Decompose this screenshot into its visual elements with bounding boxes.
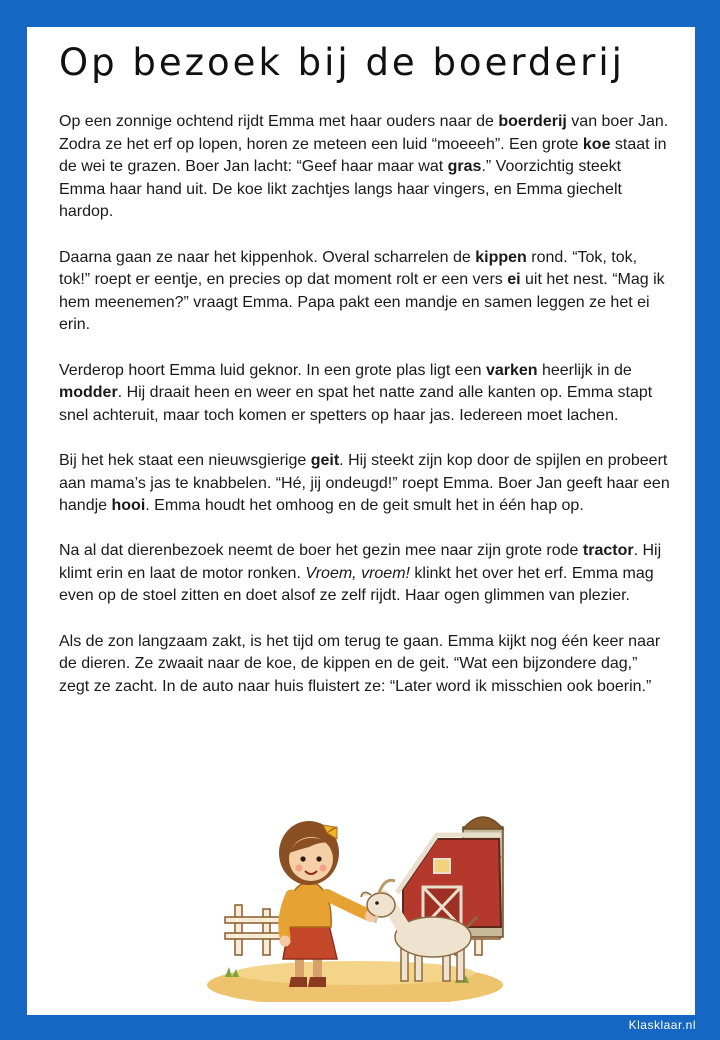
site-credit: Klasklaar.nl bbox=[628, 1018, 696, 1032]
keyword: ei bbox=[507, 271, 521, 289]
text-run: klinkt het over het erf. Emma mag even op de stoel zitten en doet alsof ze zelf rijdt. Haar ogen glimmen van plezier. bbox=[59, 564, 654, 605]
keyword: modder bbox=[59, 384, 118, 402]
text-run: Verderop hoort Emma luid geknor. In een grote plas ligt een bbox=[59, 361, 486, 379]
keyword: geit bbox=[310, 451, 340, 469]
text-run: heerlijk in de bbox=[537, 361, 632, 379]
text-run: Als de zon langzaam zakt, is het tijd om terug te gaan. Emma kijkt nog één keer naar de dieren. Ze zwaait naar de koe, de kippen en de geit. “Wat een bijzondere dag,” zegt ze zacht. In de auto naar huis fluistert ze: “Later word ik misschien ook boerin.” bbox=[59, 632, 661, 695]
story-paragraph bbox=[59, 631, 671, 699]
keyword: boerderij bbox=[498, 113, 567, 130]
keyword: varken bbox=[485, 361, 538, 379]
story-paragraph bbox=[59, 111, 671, 224]
worksheet bbox=[27, 27, 695, 1015]
keyword: tractor bbox=[582, 542, 634, 560]
emphasis-text: Vroem, vroem! bbox=[305, 564, 410, 582]
page-title: Op bezoek bij de boerderij bbox=[59, 41, 625, 84]
keyword: koe bbox=[582, 135, 611, 153]
text-run: Op een zonnige ochtend rijdt Emma met haar ouders naar de bbox=[59, 113, 499, 130]
text-run: .” Voorzichtig steekt Emma haar hand uit. De koe likt zachtjes langs haar vingers, en Emma giechelt hardop. bbox=[59, 158, 622, 221]
text-run: van boer Jan. Zodra ze het erf op lopen, horen ze meteen een luid “moeeeh”. Een grote bbox=[59, 113, 669, 153]
story-paragraph bbox=[59, 360, 671, 428]
text-run: Bij het hek staat een nieuwsgierige bbox=[59, 451, 311, 469]
text-run: Na al dat dierenbezoek neemt de boer het gezin mee naar zijn grote rode bbox=[59, 542, 583, 560]
text-run: uit het nest. “Mag ik hem meenemen?” vraagt Emma. Papa pakt een mandje en samen leggen ze het ei erin. bbox=[59, 271, 665, 334]
text-run: rond. “Tok, tok, tok!” roept er eentje, en precies op dat moment rolt er een vers bbox=[59, 248, 638, 289]
story-paragraph bbox=[59, 540, 671, 608]
text-run: Daarna gaan ze naar het kippenhok. Overal scharrelen de bbox=[59, 248, 476, 266]
text-run: staat in de wei te grazen. Boer Jan lacht: “Geef haar maar wat bbox=[59, 135, 667, 176]
keyword: hooi bbox=[111, 497, 146, 515]
story-paragraph bbox=[59, 247, 671, 337]
story-text bbox=[59, 111, 671, 721]
farm-illustration bbox=[205, 777, 505, 1002]
text-run: . Hij draait heen en weer en spat het natte zand alle kanten op. Emma stapt snel achteruit, maar toch komen er spetters op haar jas. Iedereen moet lachen. bbox=[59, 384, 653, 424]
text-run: . Emma houdt het omhoog en de geit smult het in één hap op. bbox=[145, 497, 584, 515]
text-run: . Hij steekt zijn kop door de spijlen en probeert aan mama’s jas te knabbelen. “Hé, jij ondeugd!” roept Emma. Boer Jan geeft haar een handje bbox=[59, 451, 670, 515]
story-paragraph bbox=[59, 450, 671, 518]
keyword: kippen bbox=[475, 248, 527, 266]
keyword: gras bbox=[447, 158, 482, 176]
text-run: . Hij klimt erin en laat de motor ronken. bbox=[59, 542, 662, 582]
